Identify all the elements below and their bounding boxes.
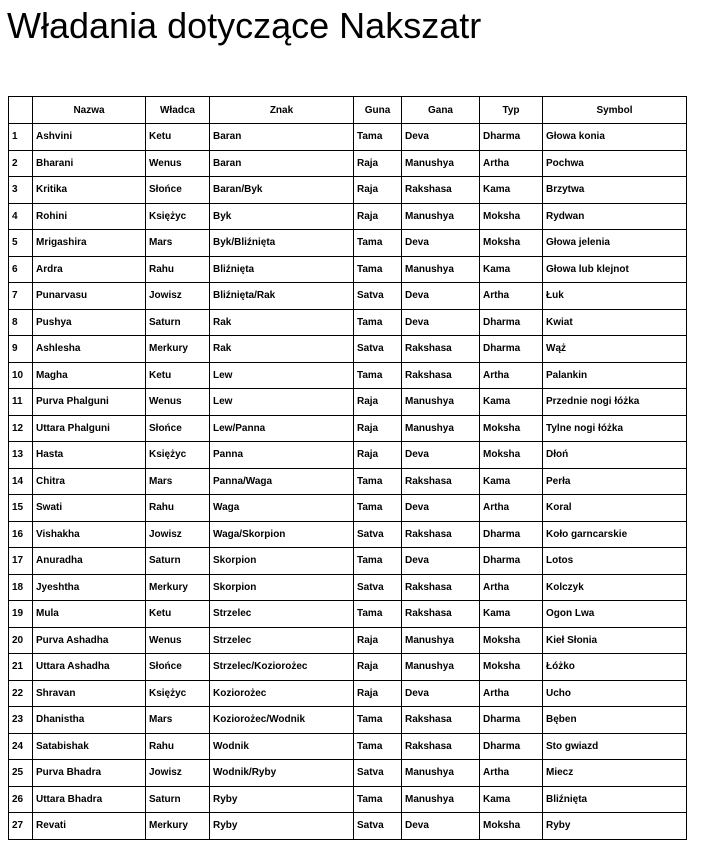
cell-name: Bharani bbox=[33, 150, 146, 177]
cell-gana: Manushya bbox=[402, 415, 480, 442]
table-row bbox=[9, 442, 687, 469]
cell-number: 21 bbox=[9, 654, 33, 681]
cell-name: Ashlesha bbox=[33, 336, 146, 363]
cell-symbol: Brzytwa bbox=[543, 177, 687, 204]
cell-ruler: Jowisz bbox=[146, 521, 210, 548]
cell-gana: Rakshasa bbox=[402, 601, 480, 628]
page-title: Władania dotyczące Nakszatr bbox=[7, 5, 482, 46]
cell-symbol: Głowa lub klejnot bbox=[543, 256, 687, 283]
cell-sign: Baran bbox=[210, 124, 354, 151]
cell-guna: Tama bbox=[354, 468, 402, 495]
cell-symbol: Pochwa bbox=[543, 150, 687, 177]
cell-type: Artha bbox=[480, 362, 543, 389]
cell-guna: Tama bbox=[354, 733, 402, 760]
cell-guna: Tama bbox=[354, 786, 402, 813]
cell-name: Purva Bhadra bbox=[33, 760, 146, 787]
table-row bbox=[9, 760, 687, 787]
cell-guna: Tama bbox=[354, 601, 402, 628]
cell-type: Kama bbox=[480, 389, 543, 416]
cell-sign: Koziorożec bbox=[210, 680, 354, 707]
cell-ruler: Ketu bbox=[146, 124, 210, 151]
cell-ruler: Jowisz bbox=[146, 283, 210, 310]
cell-ruler: Merkury bbox=[146, 574, 210, 601]
cell-number: 3 bbox=[9, 177, 33, 204]
cell-type: Dharma bbox=[480, 521, 543, 548]
cell-guna: Raja bbox=[354, 654, 402, 681]
header-number bbox=[9, 97, 33, 124]
cell-ruler: Słońce bbox=[146, 177, 210, 204]
table-row bbox=[9, 415, 687, 442]
cell-sign: Bliźnięta/Rak bbox=[210, 283, 354, 310]
table-row bbox=[9, 468, 687, 495]
cell-symbol: Głowa jelenia bbox=[543, 230, 687, 257]
header-sign: Znak bbox=[210, 97, 354, 124]
cell-type: Dharma bbox=[480, 548, 543, 575]
cell-sign: Bliźnięta bbox=[210, 256, 354, 283]
cell-name: Vishakha bbox=[33, 521, 146, 548]
cell-gana: Manushya bbox=[402, 389, 480, 416]
cell-ruler: Księżyc bbox=[146, 680, 210, 707]
cell-sign: Byk bbox=[210, 203, 354, 230]
cell-number: 15 bbox=[9, 495, 33, 522]
cell-symbol: Wąż bbox=[543, 336, 687, 363]
table-row bbox=[9, 177, 687, 204]
cell-ruler: Saturn bbox=[146, 309, 210, 336]
cell-number: 16 bbox=[9, 521, 33, 548]
cell-guna: Tama bbox=[354, 309, 402, 336]
cell-number: 9 bbox=[9, 336, 33, 363]
cell-type: Artha bbox=[480, 680, 543, 707]
cell-number: 6 bbox=[9, 256, 33, 283]
table-row bbox=[9, 283, 687, 310]
cell-ruler: Jowisz bbox=[146, 760, 210, 787]
cell-type: Dharma bbox=[480, 309, 543, 336]
table-row bbox=[9, 203, 687, 230]
cell-sign: Lew/Panna bbox=[210, 415, 354, 442]
table-row bbox=[9, 389, 687, 416]
cell-name: Revati bbox=[33, 813, 146, 840]
cell-number: 2 bbox=[9, 150, 33, 177]
cell-gana: Manushya bbox=[402, 256, 480, 283]
cell-type: Dharma bbox=[480, 733, 543, 760]
cell-symbol: Tylne nogi łóżka bbox=[543, 415, 687, 442]
cell-symbol: Ryby bbox=[543, 813, 687, 840]
cell-type: Artha bbox=[480, 574, 543, 601]
cell-type: Kama bbox=[480, 256, 543, 283]
cell-sign: Skorpion bbox=[210, 548, 354, 575]
cell-name: Kritika bbox=[33, 177, 146, 204]
cell-name: Uttara Ashadha bbox=[33, 654, 146, 681]
cell-gana: Manushya bbox=[402, 203, 480, 230]
cell-gana: Deva bbox=[402, 442, 480, 469]
table-row bbox=[9, 150, 687, 177]
cell-gana: Rakshasa bbox=[402, 733, 480, 760]
header-gana: Gana bbox=[402, 97, 480, 124]
cell-symbol: Koral bbox=[543, 495, 687, 522]
header-guna: Guna bbox=[354, 97, 402, 124]
cell-name: Swati bbox=[33, 495, 146, 522]
cell-name: Purva Ashadha bbox=[33, 627, 146, 654]
cell-sign: Baran/Byk bbox=[210, 177, 354, 204]
table-row bbox=[9, 786, 687, 813]
cell-name: Hasta bbox=[33, 442, 146, 469]
cell-ruler: Mars bbox=[146, 230, 210, 257]
cell-symbol: Kwiat bbox=[543, 309, 687, 336]
table-row bbox=[9, 124, 687, 151]
cell-number: 1 bbox=[9, 124, 33, 151]
cell-name: Purva Phalguni bbox=[33, 389, 146, 416]
cell-guna: Tama bbox=[354, 230, 402, 257]
cell-ruler: Wenus bbox=[146, 627, 210, 654]
cell-number: 20 bbox=[9, 627, 33, 654]
cell-type: Kama bbox=[480, 468, 543, 495]
cell-gana: Rakshasa bbox=[402, 707, 480, 734]
cell-name: Punarvasu bbox=[33, 283, 146, 310]
cell-name: Jyeshtha bbox=[33, 574, 146, 601]
cell-sign: Rak bbox=[210, 309, 354, 336]
cell-number: 19 bbox=[9, 601, 33, 628]
cell-sign: Ryby bbox=[210, 813, 354, 840]
cell-ruler: Wenus bbox=[146, 150, 210, 177]
table-row bbox=[9, 256, 687, 283]
cell-guna: Satva bbox=[354, 283, 402, 310]
cell-guna: Satva bbox=[354, 813, 402, 840]
cell-guna: Satva bbox=[354, 521, 402, 548]
cell-name: Rohini bbox=[33, 203, 146, 230]
cell-symbol: Głowa konia bbox=[543, 124, 687, 151]
cell-ruler: Mars bbox=[146, 707, 210, 734]
cell-type: Dharma bbox=[480, 124, 543, 151]
cell-ruler: Wenus bbox=[146, 389, 210, 416]
cell-type: Moksha bbox=[480, 654, 543, 681]
cell-symbol: Perła bbox=[543, 468, 687, 495]
table-row bbox=[9, 309, 687, 336]
table-row bbox=[9, 601, 687, 628]
cell-name: Ardra bbox=[33, 256, 146, 283]
cell-number: 8 bbox=[9, 309, 33, 336]
cell-symbol: Ucho bbox=[543, 680, 687, 707]
cell-symbol: Palankin bbox=[543, 362, 687, 389]
cell-name: Uttara Bhadra bbox=[33, 786, 146, 813]
cell-symbol: Łuk bbox=[543, 283, 687, 310]
cell-number: 4 bbox=[9, 203, 33, 230]
cell-sign: Panna bbox=[210, 442, 354, 469]
cell-gana: Manushya bbox=[402, 627, 480, 654]
cell-gana: Rakshasa bbox=[402, 468, 480, 495]
table-row bbox=[9, 362, 687, 389]
cell-number: 12 bbox=[9, 415, 33, 442]
cell-ruler: Merkury bbox=[146, 813, 210, 840]
cell-number: 18 bbox=[9, 574, 33, 601]
table-row bbox=[9, 521, 687, 548]
cell-type: Moksha bbox=[480, 415, 543, 442]
table-row bbox=[9, 574, 687, 601]
cell-number: 17 bbox=[9, 548, 33, 575]
cell-name: Uttara Phalguni bbox=[33, 415, 146, 442]
cell-symbol: Przednie nogi łóżka bbox=[543, 389, 687, 416]
cell-symbol: Kolczyk bbox=[543, 574, 687, 601]
cell-sign: Waga/Skorpion bbox=[210, 521, 354, 548]
cell-ruler: Słońce bbox=[146, 654, 210, 681]
header-ruler: Władca bbox=[146, 97, 210, 124]
cell-number: 22 bbox=[9, 680, 33, 707]
cell-gana: Manushya bbox=[402, 760, 480, 787]
cell-number: 5 bbox=[9, 230, 33, 257]
cell-number: 10 bbox=[9, 362, 33, 389]
table-body bbox=[9, 124, 687, 840]
cell-sign: Koziorożec/Wodnik bbox=[210, 707, 354, 734]
cell-name: Mrigashira bbox=[33, 230, 146, 257]
cell-gana: Rakshasa bbox=[402, 574, 480, 601]
cell-guna: Tama bbox=[354, 548, 402, 575]
cell-symbol: Ogon Lwa bbox=[543, 601, 687, 628]
cell-number: 24 bbox=[9, 733, 33, 760]
cell-gana: Deva bbox=[402, 124, 480, 151]
cell-type: Moksha bbox=[480, 442, 543, 469]
cell-guna: Raja bbox=[354, 203, 402, 230]
cell-name: Shravan bbox=[33, 680, 146, 707]
cell-symbol: Dłoń bbox=[543, 442, 687, 469]
cell-gana: Manushya bbox=[402, 654, 480, 681]
cell-symbol: Miecz bbox=[543, 760, 687, 787]
cell-gana: Deva bbox=[402, 309, 480, 336]
cell-type: Moksha bbox=[480, 230, 543, 257]
cell-ruler: Słońce bbox=[146, 415, 210, 442]
cell-type: Kama bbox=[480, 177, 543, 204]
cell-guna: Tama bbox=[354, 707, 402, 734]
table-row bbox=[9, 627, 687, 654]
table-row bbox=[9, 680, 687, 707]
cell-name: Satabishak bbox=[33, 733, 146, 760]
cell-guna: Raja bbox=[354, 150, 402, 177]
cell-sign: Strzelec bbox=[210, 601, 354, 628]
header-name: Nazwa bbox=[33, 97, 146, 124]
cell-sign: Strzelec/Koziorożec bbox=[210, 654, 354, 681]
cell-gana: Rakshasa bbox=[402, 336, 480, 363]
cell-number: 7 bbox=[9, 283, 33, 310]
header-symbol: Symbol bbox=[543, 97, 687, 124]
cell-gana: Rakshasa bbox=[402, 521, 480, 548]
cell-type: Artha bbox=[480, 760, 543, 787]
cell-ruler: Saturn bbox=[146, 786, 210, 813]
cell-name: Mula bbox=[33, 601, 146, 628]
cell-sign: Panna/Waga bbox=[210, 468, 354, 495]
cell-gana: Deva bbox=[402, 283, 480, 310]
table-row bbox=[9, 733, 687, 760]
cell-gana: Deva bbox=[402, 680, 480, 707]
cell-name: Magha bbox=[33, 362, 146, 389]
cell-number: 13 bbox=[9, 442, 33, 469]
cell-type: Moksha bbox=[480, 627, 543, 654]
cell-ruler: Merkury bbox=[146, 336, 210, 363]
cell-sign: Ryby bbox=[210, 786, 354, 813]
cell-symbol: Rydwan bbox=[543, 203, 687, 230]
cell-guna: Satva bbox=[354, 336, 402, 363]
cell-guna: Satva bbox=[354, 760, 402, 787]
cell-ruler: Rahu bbox=[146, 495, 210, 522]
cell-ruler: Ketu bbox=[146, 601, 210, 628]
cell-sign: Lew bbox=[210, 389, 354, 416]
table-row bbox=[9, 336, 687, 363]
cell-guna: Raja bbox=[354, 627, 402, 654]
cell-sign: Strzelec bbox=[210, 627, 354, 654]
header-type: Typ bbox=[480, 97, 543, 124]
cell-gana: Deva bbox=[402, 495, 480, 522]
cell-sign: Lew bbox=[210, 362, 354, 389]
cell-ruler: Księżyc bbox=[146, 203, 210, 230]
cell-ruler: Mars bbox=[146, 468, 210, 495]
cell-name: Chitra bbox=[33, 468, 146, 495]
cell-symbol: Lotos bbox=[543, 548, 687, 575]
cell-gana: Manushya bbox=[402, 786, 480, 813]
cell-gana: Deva bbox=[402, 813, 480, 840]
cell-guna: Raja bbox=[354, 415, 402, 442]
cell-number: 27 bbox=[9, 813, 33, 840]
cell-guna: Raja bbox=[354, 389, 402, 416]
cell-number: 23 bbox=[9, 707, 33, 734]
cell-guna: Tama bbox=[354, 256, 402, 283]
cell-symbol: Łóżko bbox=[543, 654, 687, 681]
cell-sign: Byk/Bliźnięta bbox=[210, 230, 354, 257]
table-header-row bbox=[9, 97, 687, 124]
cell-guna: Raja bbox=[354, 442, 402, 469]
table-row bbox=[9, 654, 687, 681]
cell-name: Pushya bbox=[33, 309, 146, 336]
cell-name: Dhanistha bbox=[33, 707, 146, 734]
cell-gana: Deva bbox=[402, 230, 480, 257]
cell-gana: Manushya bbox=[402, 150, 480, 177]
cell-type: Moksha bbox=[480, 813, 543, 840]
table-row bbox=[9, 495, 687, 522]
cell-gana: Rakshasa bbox=[402, 177, 480, 204]
table-row bbox=[9, 707, 687, 734]
cell-ruler: Saturn bbox=[146, 548, 210, 575]
cell-ruler: Rahu bbox=[146, 733, 210, 760]
table-row bbox=[9, 813, 687, 840]
cell-ruler: Ketu bbox=[146, 362, 210, 389]
cell-sign: Skorpion bbox=[210, 574, 354, 601]
cell-symbol: Bęben bbox=[543, 707, 687, 734]
cell-gana: Deva bbox=[402, 548, 480, 575]
cell-guna: Tama bbox=[354, 124, 402, 151]
cell-type: Artha bbox=[480, 150, 543, 177]
table-row bbox=[9, 548, 687, 575]
cell-sign: Rak bbox=[210, 336, 354, 363]
cell-guna: Raja bbox=[354, 680, 402, 707]
cell-symbol: Bliźnięta bbox=[543, 786, 687, 813]
cell-guna: Tama bbox=[354, 362, 402, 389]
cell-number: 26 bbox=[9, 786, 33, 813]
cell-type: Moksha bbox=[480, 203, 543, 230]
cell-type: Artha bbox=[480, 283, 543, 310]
cell-number: 25 bbox=[9, 760, 33, 787]
cell-guna: Satva bbox=[354, 574, 402, 601]
cell-type: Kama bbox=[480, 786, 543, 813]
cell-ruler: Księżyc bbox=[146, 442, 210, 469]
cell-number: 14 bbox=[9, 468, 33, 495]
cell-sign: Waga bbox=[210, 495, 354, 522]
cell-sign: Baran bbox=[210, 150, 354, 177]
cell-symbol: Kieł Słonia bbox=[543, 627, 687, 654]
cell-guna: Raja bbox=[354, 177, 402, 204]
cell-symbol: Koło garncarskie bbox=[543, 521, 687, 548]
cell-number: 11 bbox=[9, 389, 33, 416]
cell-sign: Wodnik/Ryby bbox=[210, 760, 354, 787]
cell-type: Dharma bbox=[480, 707, 543, 734]
cell-name: Ashvini bbox=[33, 124, 146, 151]
cell-type: Dharma bbox=[480, 336, 543, 363]
cell-guna: Tama bbox=[354, 495, 402, 522]
table-row bbox=[9, 230, 687, 257]
nakshatra-table bbox=[8, 96, 687, 840]
cell-type: Artha bbox=[480, 495, 543, 522]
cell-ruler: Rahu bbox=[146, 256, 210, 283]
cell-sign: Wodnik bbox=[210, 733, 354, 760]
cell-name: Anuradha bbox=[33, 548, 146, 575]
cell-type: Kama bbox=[480, 601, 543, 628]
cell-symbol: Sto gwiazd bbox=[543, 733, 687, 760]
cell-gana: Rakshasa bbox=[402, 362, 480, 389]
